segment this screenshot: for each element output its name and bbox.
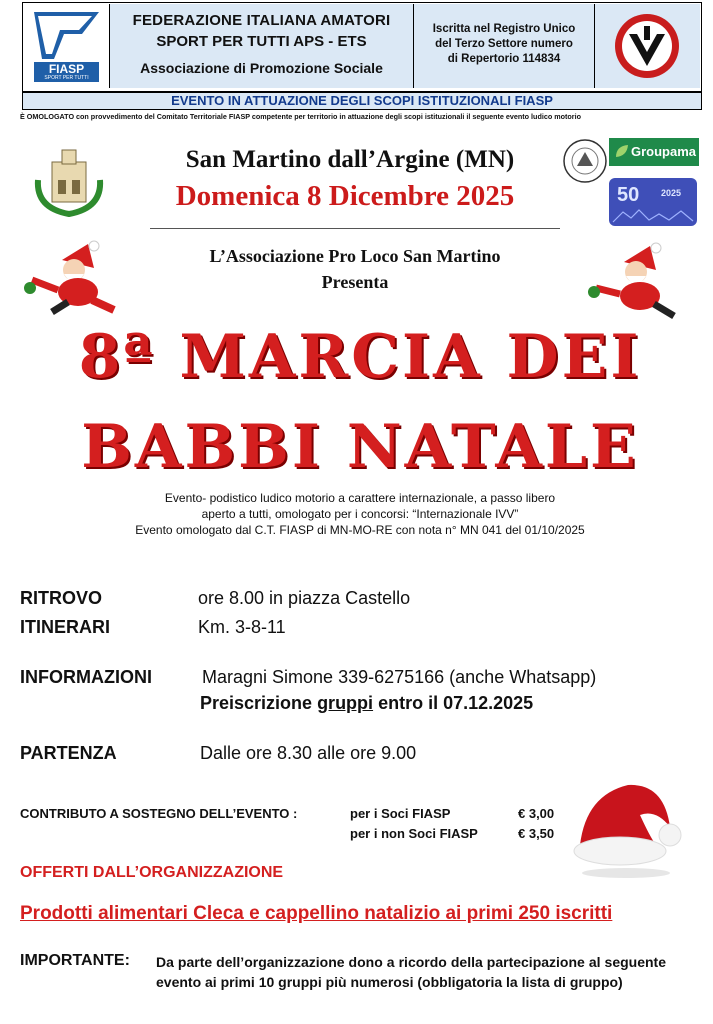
non-soci-label: per i non Soci FIASP <box>350 826 478 841</box>
ritrovo-value: ore 8.00 in piazza Castello <box>198 588 411 608</box>
non-soci-price: € 3,50 <box>518 826 555 841</box>
importante-label: IMPORTANTE: <box>20 952 130 969</box>
fiasp-logo-text: FIASP <box>48 62 85 76</box>
santa-runner-left-icon <box>22 240 126 316</box>
ritrovo-label: RITROVO <box>20 588 103 608</box>
event-title-line1: 8ª MARCIA DEI <box>78 322 642 392</box>
soci-label: per i Soci FIASP <box>350 806 451 821</box>
groupama-logo <box>609 138 699 166</box>
fiasp-logo <box>24 4 110 88</box>
ivv-logo <box>595 4 700 88</box>
offerti-prodotti: Prodotti alimentari Cleca e cappellino natalizio ai primi 250 iscritti <box>20 903 613 924</box>
org-name-line2: SPORT PER TUTTI APS - ETS <box>156 33 367 50</box>
informazioni-label: INFORMAZIONI <box>20 667 152 687</box>
town-crest-icon <box>30 140 108 218</box>
description-line: Evento omologato dal C.T. FIASP di MN-MO-RE con nota n° MN 041 del 01/10/2025 <box>135 523 585 537</box>
anniversary-year: 2025 <box>661 188 682 198</box>
registry-text <box>414 22 594 67</box>
informazioni-value: Maragni Simone 339-6275166 (anche Whatsapp) <box>202 667 597 687</box>
importante-text: Da parte dell’organizzazione dono a ricordo della partecipazione al seguente evento ai primi 10 gruppi più numerosi (obbligatoria la lista di gruppo) <box>156 954 666 990</box>
registry-line: di Repertorio 114834 <box>447 53 561 65</box>
organizer: L’Associazione Pro Loco San Martino <box>209 246 501 266</box>
event-title-line2: BABBI NATALE <box>81 412 639 482</box>
comitato-territoriale-logo <box>562 138 608 184</box>
omologato-notice: È OMOLOGATO con provvedimento del Comitato Territoriale FIASP competente per territorio in attuazione degli scopi istituzionali il seguente evento ludico motorio <box>20 112 581 121</box>
preiscrizione-text <box>200 693 533 714</box>
event-town: San Martino dall’Argine (MN) <box>185 146 515 173</box>
description-line: Evento- podistico ludico motorio a carattere internazionale, a passo libero <box>164 491 556 505</box>
divider <box>150 228 560 229</box>
org-name-line1: FEDERAZIONE ITALIANA AMATORI <box>132 12 391 29</box>
itinerari-label: ITINERARI <box>20 617 110 637</box>
preiscrizione-post: entro il 07.12.2025 <box>373 693 534 713</box>
santa-runner-right-icon <box>584 242 684 322</box>
groupama-label: Groupama <box>631 144 697 159</box>
fiasp-logo-subtext: SPORT PER TUTTI <box>44 75 89 81</box>
event-date: Domenica 8 Dicembre 2025 <box>175 180 515 212</box>
preiscrizione-underlined: gruppi <box>317 693 374 713</box>
preiscrizione-pre: Preiscrizione <box>200 693 318 713</box>
registry-line: Iscritta nel Registro Unico <box>432 23 576 35</box>
event-description <box>100 490 620 538</box>
institutional-band: EVENTO IN ATTUAZIONE DEGLI SCOPI ISTITUZIONALI FIASP <box>22 92 702 110</box>
registry-line: del Terzo Settore numero <box>435 38 573 50</box>
santa-hat-icon <box>566 775 686 885</box>
groupama-leaf-icon <box>615 144 629 158</box>
presents: Presenta <box>321 272 389 292</box>
soci-price: € 3,00 <box>518 806 555 821</box>
description-line: aperto a tutti, omologato per i concorsi: “Internazionale IVV” <box>201 507 519 521</box>
offerti-heading: OFFERTI DALL’ORGANIZZAZIONE <box>20 864 284 881</box>
anniversary-badge <box>609 178 697 226</box>
anniversary-number: 50 <box>617 184 640 206</box>
contributo-label: CONTRIBUTO A SOSTEGNO DELL’EVENTO : <box>20 806 298 821</box>
partenza-value: Dalle ore 8.30 alle ore 9.00 <box>200 743 417 763</box>
itinerari-value: Km. 3-8-11 <box>198 617 286 637</box>
partenza-label: PARTENZA <box>20 743 117 763</box>
org-name-line3: Associazione di Promozione Sociale <box>140 60 383 76</box>
